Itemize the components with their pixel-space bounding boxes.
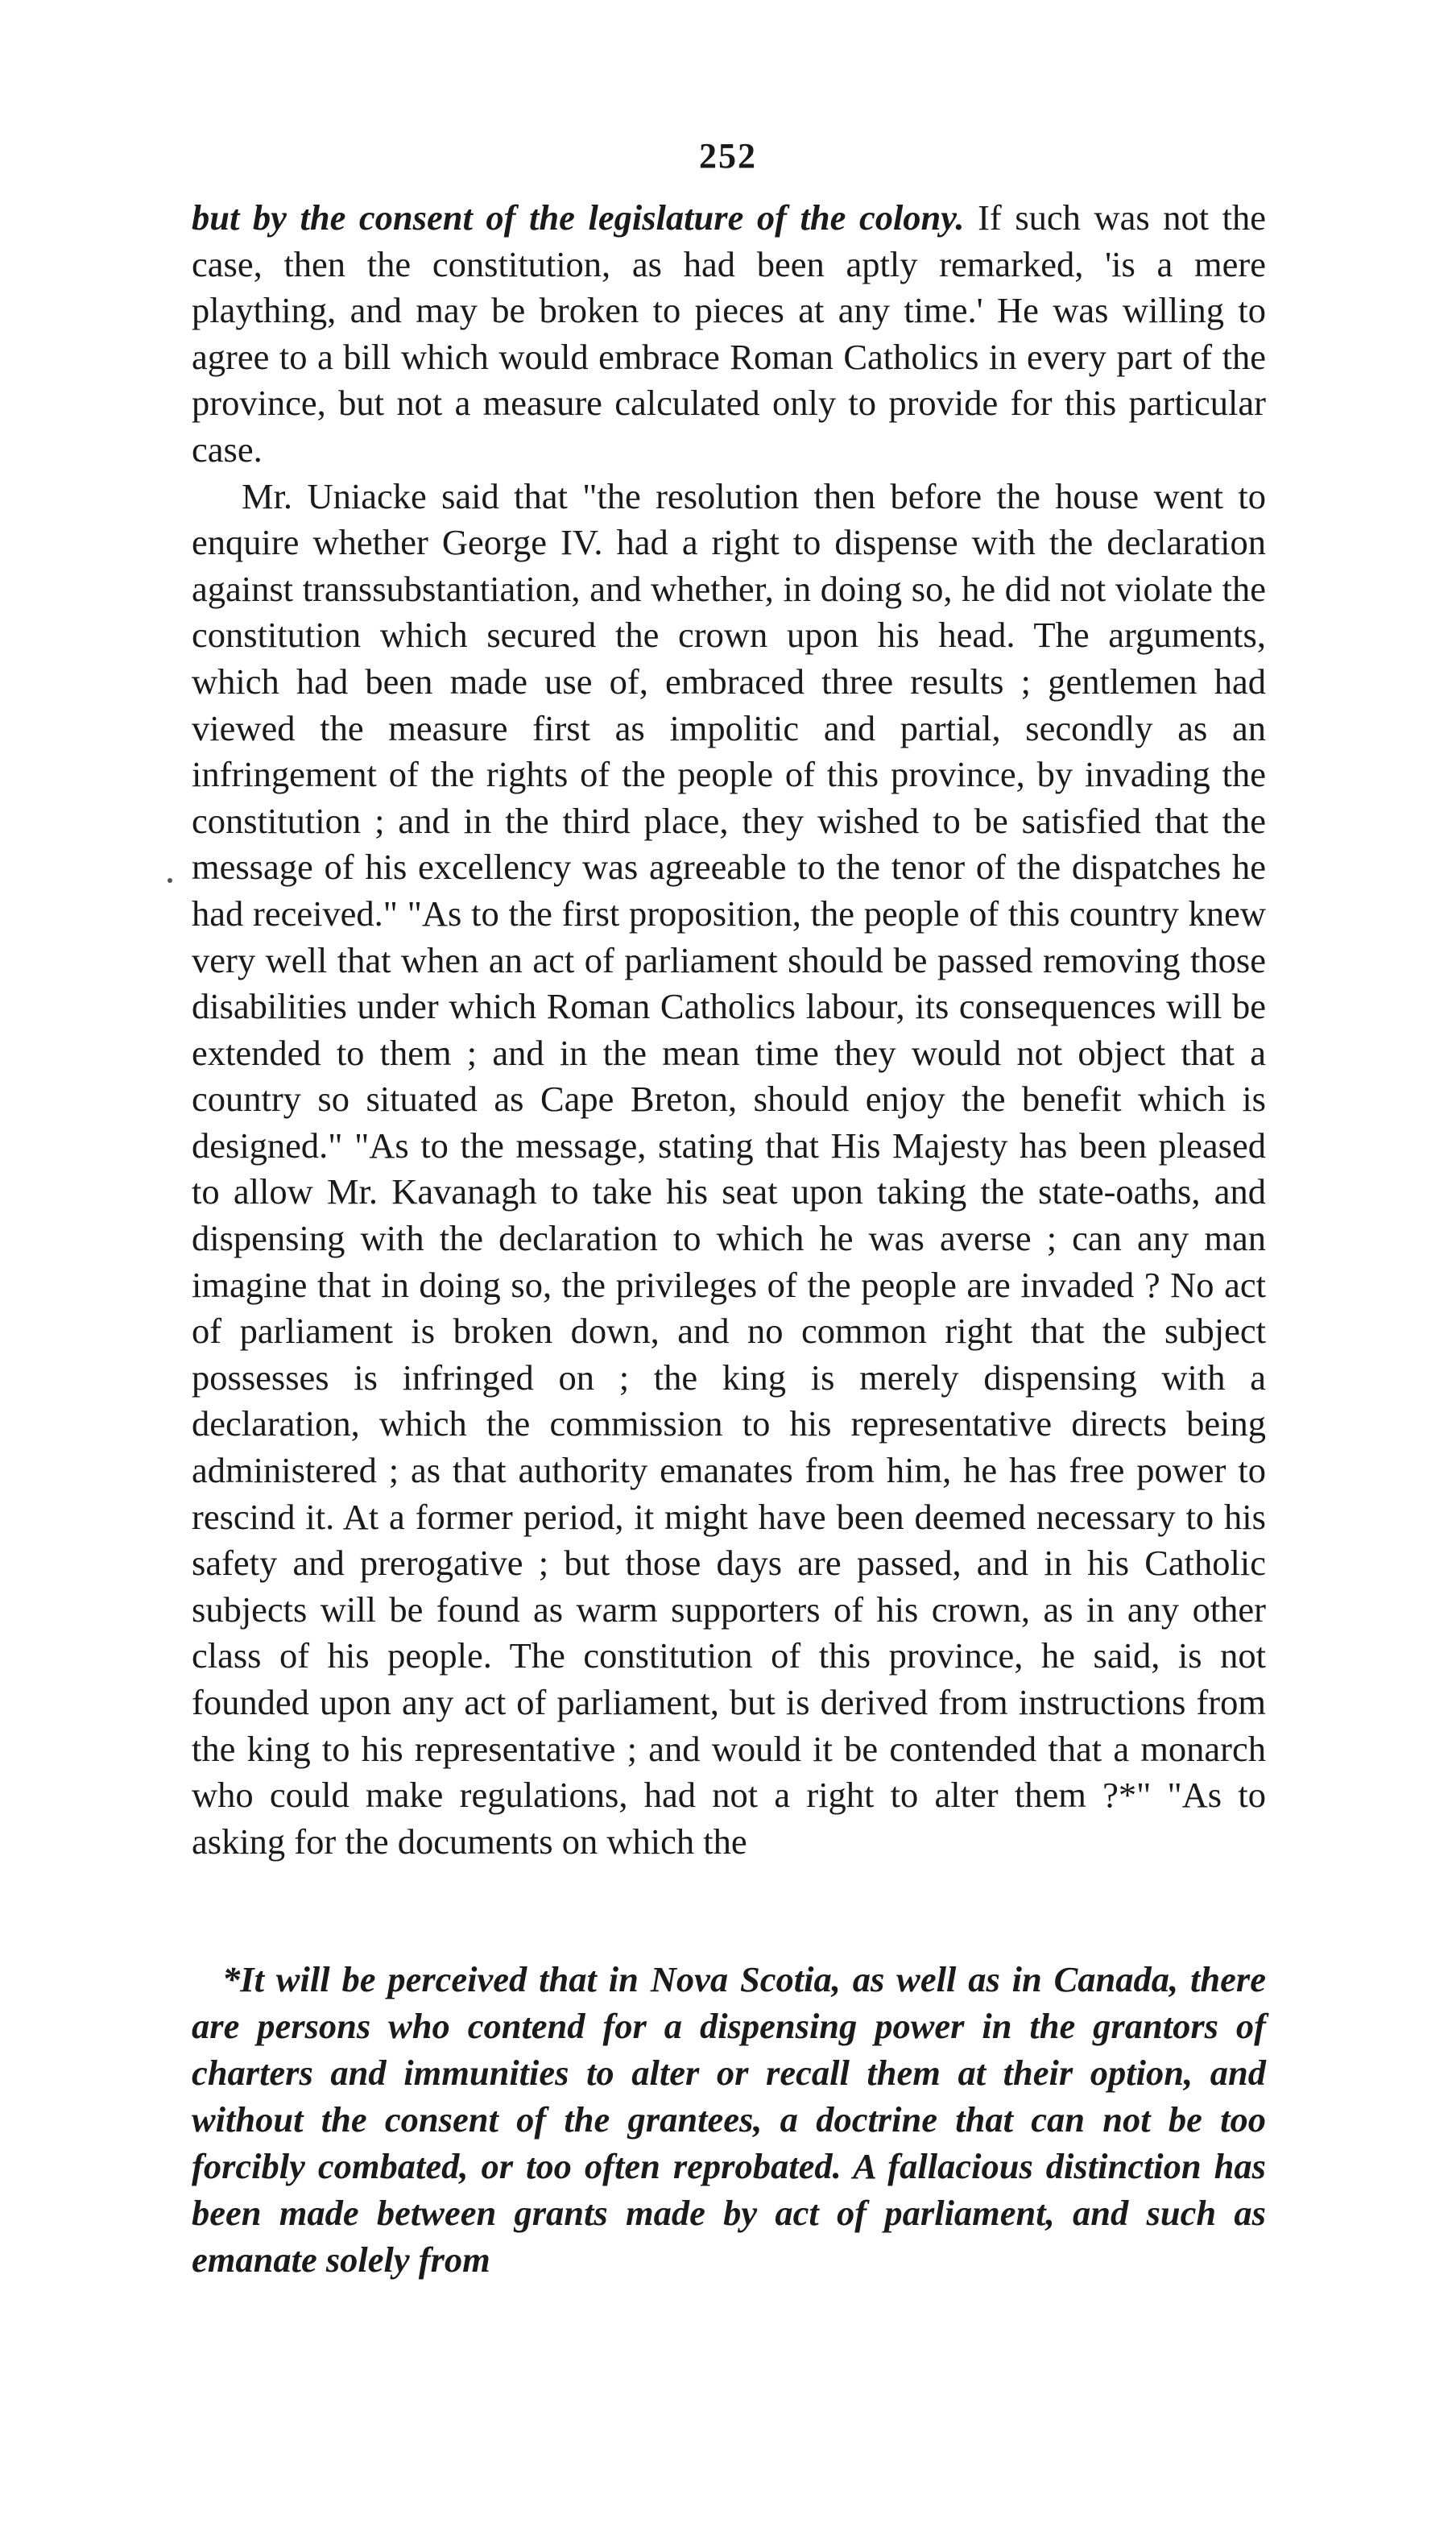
paragraph-2: Mr. Uniacke said that "the resolution then before the house went to enquire whether George IV. had a right to dispense with the declaration against transsubstantiation, and whether, in doing so, he did not violate the constitution which secured the crown upon his head. The arguments, which had been made use of, embraced three results ; gentlemen had viewed the measure first as impolitic and partial, secondly as an infringement of the rights of the people of this province, by invading the constitution ; and in the third place, they wished to be satisfied that the message of his excellency was agreeable to the tenor of the dispatches he had received." "As to the first proposition, the people of this country knew very well that when an act of parliament should be passed removing those disabilities under which Roman Catholics labour, its consequences will be extended to them ; and in the mean time they would not object that a country so situated as Cape Breton, should enjoy the benefit which is designed." "As to the message, stating that His Majesty has been pleased to allow Mr. Kavanagh to take his seat upon taking the state-oaths, and dispensing with the declaration to which he was averse ; can any man imagine that in doing so, the privileges of the people are invaded ? No act of parliament is broken down, and no common right that the subject possesses is infringed on ; the king is merely dispensing with a declaration, which the commission to his representative directs being administered ; as that authority emanates from him, he has free power to rescind it. At a former period, it might have been deemed necessary to his safety and prerogative ; but those days are passed, and in his Catholic subjects will be found as warm supporters of his crown, as in any other class of his people. The constitution of this province, he said, is not founded upon any act of parliament, but is derived from instructions from the king to his representative ; and would it be contended that a monarch who could make regulations, had not a right to alter them ?*" "As to asking for the documents on which the	[192, 475, 1266, 1862]
page-number: 252	[699, 136, 757, 176]
main-text	[192, 195, 1266, 1865]
paragraph-1-rest: If such was not the case, then the constitution, as had been aptly remarked, 'is a mere plaything, and may be broken to pieces at any time.' He was willing to agree to a bill which would embrace Roman Catholics in every part of the province, but not a measure calculated only to provide for this particular case.	[192, 197, 1267, 470]
paragraph-1	[192, 195, 1266, 474]
footnote: *It will be perceived that in Nova Scotia, as well as in Canada, there are persons who contend for a dispensing power in the grantors of charters and immunities to alter or recall them at their option, and without the consent of the grantees, a doctrine that can not be too forcibly combated, or too often reprobated. A fallacious distinction has been made between grants made by act of parliament, and such as emanate solely from	[192, 1959, 1266, 2280]
margin-mark	[168, 878, 172, 883]
lead-italic-phrase: but by the consent of the legislature of the colony.	[192, 197, 965, 238]
